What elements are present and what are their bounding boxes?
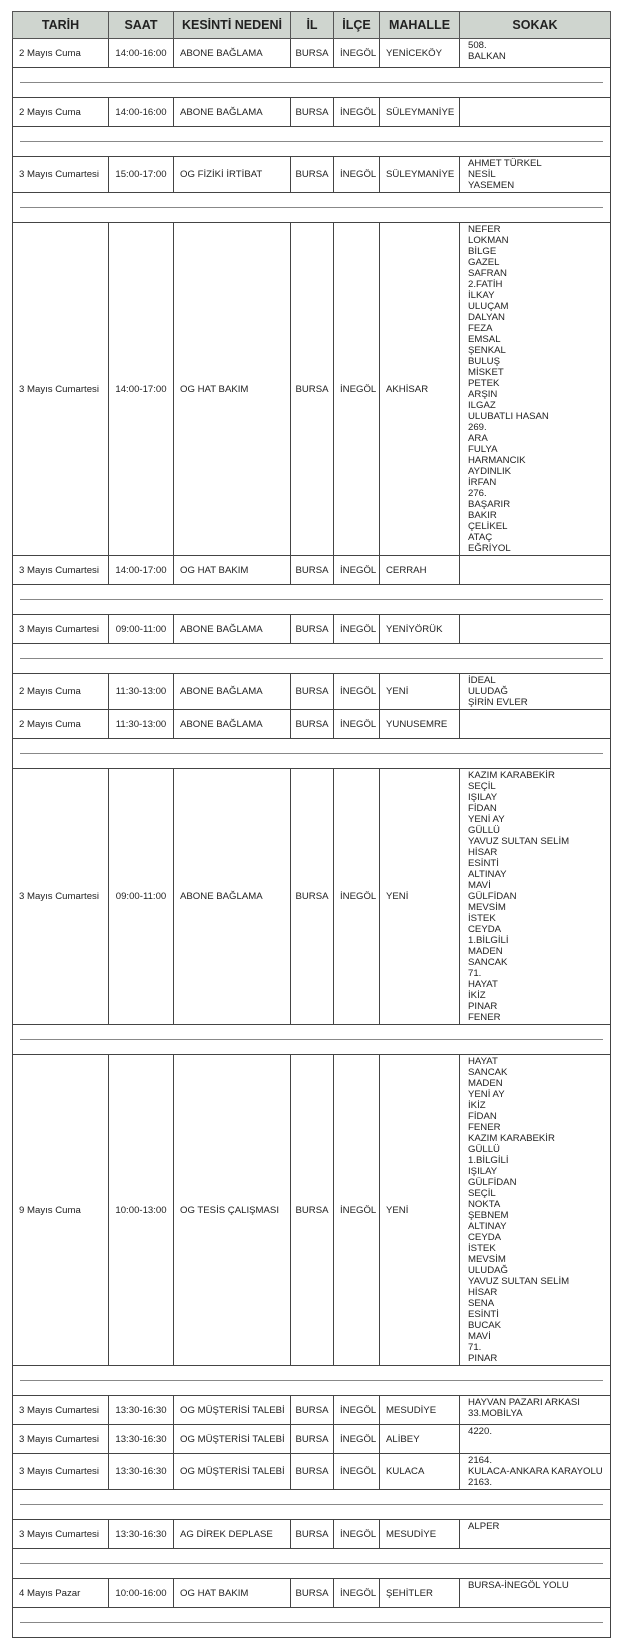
cell-kesinti-nedeni: ABONE BAĞLAMA <box>174 674 291 710</box>
street-name: IŞILAY <box>468 792 498 803</box>
separator-rule <box>20 599 603 600</box>
street-name: GÜLFİDAN <box>468 1177 517 1188</box>
street-name: 2163. <box>468 1477 493 1488</box>
cell-saat: 14:00-17:00 <box>109 223 174 556</box>
cell-tarih: 3 Mayıs Cumartesi <box>13 615 109 644</box>
separator-cell <box>13 644 611 674</box>
street-name: ALTINAY <box>468 869 507 880</box>
street-name: SANCAK <box>468 1067 508 1078</box>
cell-sokak <box>460 674 611 710</box>
table-row <box>13 674 611 710</box>
col-header-sokak: SOKAK <box>460 12 611 39</box>
cell-kesinti-nedeni: OG MÜŞTERİSİ TALEBİ <box>174 1396 291 1425</box>
col-header-saat: SAAT <box>109 12 174 39</box>
street-name: YENİ AY <box>468 814 505 825</box>
cell-kesinti-nedeni: OG TESİS ÇALIŞMASI <box>174 1055 291 1366</box>
cell-il: BURSA <box>291 39 334 68</box>
street-name: IŞILAY <box>468 1166 498 1177</box>
cell-mahalle: CERRAH <box>380 556 460 585</box>
cell-ilce: İNEGÖL <box>334 615 380 644</box>
cell-kesinti-nedeni: OG MÜŞTERİSİ TALEBİ <box>174 1425 291 1454</box>
col-header-kesinti-nedeni: KESİNTİ NEDENİ <box>174 12 291 39</box>
cell-kesinti-nedeni: OG MÜŞTERİSİ TALEBİ <box>174 1454 291 1490</box>
separator-cell <box>13 127 611 157</box>
cell-tarih: 3 Mayıs Cumartesi <box>13 157 109 193</box>
cell-il: BURSA <box>291 1454 334 1490</box>
table-row <box>13 615 611 644</box>
separator-cell <box>13 1490 611 1520</box>
col-header-mahalle: MAHALLE <box>380 12 460 39</box>
cell-saat: 13:30-16:30 <box>109 1520 174 1549</box>
cell-tarih: 3 Mayıs Cumartesi <box>13 556 109 585</box>
table-row <box>13 1520 611 1549</box>
cell-tarih: 3 Mayıs Cumartesi <box>13 223 109 556</box>
street-name: KULACA-ANKARA KARAYOLU <box>468 1466 603 1477</box>
cell-sokak <box>460 1055 611 1366</box>
cell-tarih: 2 Mayıs Cuma <box>13 39 109 68</box>
street-name: GÜLLÜ <box>468 1144 500 1155</box>
street-name: DALYAN <box>468 312 505 323</box>
cell-il: BURSA <box>291 1055 334 1366</box>
cell-tarih: 3 Mayıs Cumartesi <box>13 769 109 1025</box>
outage-table-container <box>12 11 610 1638</box>
cell-sokak <box>460 1520 611 1549</box>
cell-saat: 14:00-17:00 <box>109 556 174 585</box>
cell-mahalle: SÜLEYMANİYE <box>380 98 460 127</box>
cell-kesinti-nedeni: ABONE BAĞLAMA <box>174 39 291 68</box>
street-name: MEVSİM <box>468 902 506 913</box>
cell-ilce: İNEGÖL <box>334 223 380 556</box>
table-row <box>13 39 611 68</box>
street-name: YAVUZ SULTAN SELİM <box>468 836 570 847</box>
cell-il: BURSA <box>291 1396 334 1425</box>
cell-tarih: 3 Mayıs Cumartesi <box>13 1425 109 1454</box>
street-name: ESİNTİ <box>468 1309 499 1320</box>
cell-mahalle: SÜLEYMANİYE <box>380 157 460 193</box>
cell-tarih: 3 Mayıs Cumartesi <box>13 1396 109 1425</box>
cell-mahalle: YENİYÖRÜK <box>380 615 460 644</box>
cell-il: BURSA <box>291 1520 334 1549</box>
cell-mahalle: YUNUSEMRE <box>380 710 460 739</box>
street-name: ŞEBNEM <box>468 1210 509 1221</box>
street-name: 1.BİLGİLİ <box>468 1155 509 1166</box>
cell-kesinti-nedeni: OG HAT BAKIM <box>174 1579 291 1608</box>
street-name: PINAR <box>468 1001 498 1012</box>
separator-row <box>13 644 611 674</box>
street-name: SEÇİL <box>468 1188 496 1199</box>
cell-mahalle: YENİ <box>380 674 460 710</box>
street-name: MADEN <box>468 1078 503 1089</box>
separator-row <box>13 1490 611 1520</box>
cell-il: BURSA <box>291 615 334 644</box>
street-name: 2.FATİH <box>468 279 503 290</box>
cell-tarih: 2 Mayıs Cuma <box>13 98 109 127</box>
separator-rule <box>20 207 603 208</box>
street-name: YASEMEN <box>468 180 515 191</box>
street-name: HİSAR <box>468 847 498 858</box>
street-name: BALKAN <box>468 51 506 62</box>
cell-il: BURSA <box>291 556 334 585</box>
cell-ilce: İNEGÖL <box>334 556 380 585</box>
separator-rule <box>20 82 603 83</box>
cell-ilce: İNEGÖL <box>334 1454 380 1490</box>
separator-row <box>13 1025 611 1055</box>
street-name: LOKMAN <box>468 235 509 246</box>
table-row <box>13 223 611 556</box>
street-name: İKİZ <box>468 1100 486 1111</box>
separator-row <box>13 1549 611 1579</box>
separator-rule <box>20 141 603 142</box>
street-name: MAVİ <box>468 880 491 891</box>
street-name: SENA <box>468 1298 495 1309</box>
cell-ilce: İNEGÖL <box>334 710 380 739</box>
cell-ilce: İNEGÖL <box>334 1396 380 1425</box>
cell-mahalle: MESUDİYE <box>380 1396 460 1425</box>
separator-rule <box>20 1504 603 1505</box>
street-name: ATAÇ <box>468 532 493 543</box>
street-name: YAVUZ SULTAN SELİM <box>468 1276 570 1287</box>
street-name: BURSA-İNEGÖL YOLU <box>468 1580 569 1591</box>
street-name: ALTINAY <box>468 1221 507 1232</box>
street-name: 71. <box>468 968 482 979</box>
separator-cell <box>13 585 611 615</box>
cell-mahalle: YENİ <box>380 769 460 1025</box>
cell-saat: 13:30-16:30 <box>109 1396 174 1425</box>
separator-cell <box>13 739 611 769</box>
street-name: AYDINLIK <box>468 466 512 477</box>
street-name: ILGAZ <box>468 400 496 411</box>
street-name: NOKTA <box>468 1199 501 1210</box>
table-row <box>13 157 611 193</box>
table-row <box>13 1055 611 1366</box>
separator-rule <box>20 1622 603 1623</box>
street-name: PINAR <box>468 1353 498 1364</box>
separator-rule <box>20 753 603 754</box>
street-name: MİSKET <box>468 367 504 378</box>
cell-ilce: İNEGÖL <box>334 674 380 710</box>
cell-ilce: İNEGÖL <box>334 39 380 68</box>
cell-tarih: 3 Mayıs Cumartesi <box>13 1520 109 1549</box>
table-row <box>13 1579 611 1608</box>
street-name: FENER <box>468 1012 501 1023</box>
cell-tarih: 2 Mayıs Cuma <box>13 710 109 739</box>
cell-ilce: İNEGÖL <box>334 1520 380 1549</box>
cell-ilce: İNEGÖL <box>334 1579 380 1608</box>
street-name: ŞENKAL <box>468 345 506 356</box>
separator-rule <box>20 1563 603 1564</box>
street-name: 2164. <box>468 1455 493 1466</box>
separator-rule <box>20 658 603 659</box>
table-row <box>13 1454 611 1490</box>
table-body <box>13 39 611 1638</box>
cell-ilce: İNEGÖL <box>334 1055 380 1366</box>
street-name: 276. <box>468 488 487 499</box>
street-name: GAZEL <box>468 257 500 268</box>
cell-il: BURSA <box>291 223 334 556</box>
cell-mahalle: ŞEHİTLER <box>380 1579 460 1608</box>
cell-saat: 11:30-13:00 <box>109 674 174 710</box>
cell-il: BURSA <box>291 157 334 193</box>
cell-saat: 13:30-16:30 <box>109 1425 174 1454</box>
street-name: HAYVAN PAZARI ARKASI <box>468 1397 580 1408</box>
cell-saat: 14:00-16:00 <box>109 39 174 68</box>
cell-kesinti-nedeni: ABONE BAĞLAMA <box>174 615 291 644</box>
cell-ilce: İNEGÖL <box>334 769 380 1025</box>
street-name: 33.MOBİLYA <box>468 1408 523 1419</box>
cell-tarih: 4 Mayıs Pazar <box>13 1579 109 1608</box>
street-name: BAŞARIR <box>468 499 511 510</box>
separator-cell <box>13 1025 611 1055</box>
separator-row <box>13 1608 611 1638</box>
cell-il: BURSA <box>291 1579 334 1608</box>
cell-sokak <box>460 1425 611 1454</box>
street-name: HAYAT <box>468 1056 498 1067</box>
cell-mahalle: MESUDİYE <box>380 1520 460 1549</box>
cell-sokak <box>460 615 611 644</box>
separator-cell <box>13 1608 611 1638</box>
table-row <box>13 1396 611 1425</box>
cell-il: BURSA <box>291 710 334 739</box>
col-header-ilce: İLÇE <box>334 12 380 39</box>
street-name: 1.BİLGİLİ <box>468 935 509 946</box>
cell-tarih: 9 Mayıs Cuma <box>13 1055 109 1366</box>
table-row <box>13 710 611 739</box>
cell-ilce: İNEGÖL <box>334 98 380 127</box>
cell-kesinti-nedeni: OG HAT BAKIM <box>174 556 291 585</box>
street-name: AHMET TÜRKEL <box>468 158 542 169</box>
street-name: EĞRİYOL <box>468 543 511 554</box>
cell-sokak <box>460 39 611 68</box>
street-name: KAZIM KARABEKİR <box>468 1133 555 1144</box>
separator-cell <box>13 1549 611 1579</box>
street-name: MAVİ <box>468 1331 491 1342</box>
street-name: BAKIR <box>468 510 497 521</box>
street-name: ULUDAĞ <box>468 686 508 697</box>
cell-sokak <box>460 710 611 739</box>
street-name: BUCAK <box>468 1320 502 1331</box>
separator-rule <box>20 1380 603 1381</box>
separator-row <box>13 193 611 223</box>
cell-kesinti-nedeni: OG HAT BAKIM <box>174 223 291 556</box>
separator-cell <box>13 1366 611 1396</box>
cell-saat: 09:00-11:00 <box>109 615 174 644</box>
cell-il: BURSA <box>291 769 334 1025</box>
separator-row <box>13 585 611 615</box>
header-row <box>13 12 611 39</box>
street-name: 508. <box>468 40 487 51</box>
col-header-il: İL <box>291 12 334 39</box>
street-name: İLKAY <box>468 290 495 301</box>
street-name: HİSAR <box>468 1287 498 1298</box>
cell-saat: 14:00-16:00 <box>109 98 174 127</box>
cell-ilce: İNEGÖL <box>334 1425 380 1454</box>
street-name: ALPER <box>468 1521 500 1532</box>
cell-sokak <box>460 98 611 127</box>
street-name: CEYDA <box>468 924 502 935</box>
cell-sokak <box>460 223 611 556</box>
street-name: İRFAN <box>468 477 497 488</box>
separator-row <box>13 127 611 157</box>
street-name: 4220. <box>468 1426 493 1437</box>
cell-kesinti-nedeni: OG FİZİKİ İRTİBAT <box>174 157 291 193</box>
street-name: YENİ AY <box>468 1089 505 1100</box>
street-name: ÇELİKEL <box>468 521 508 532</box>
cell-tarih: 3 Mayıs Cumartesi <box>13 1454 109 1490</box>
street-name: HARMANCIK <box>468 455 526 466</box>
table-row <box>13 98 611 127</box>
street-name: ESİNTİ <box>468 858 499 869</box>
cell-il: BURSA <box>291 1425 334 1454</box>
cell-kesinti-nedeni: ABONE BAĞLAMA <box>174 710 291 739</box>
table-row <box>13 556 611 585</box>
cell-kesinti-nedeni: ABONE BAĞLAMA <box>174 769 291 1025</box>
street-name: MADEN <box>468 946 503 957</box>
street-name: FENER <box>468 1122 501 1133</box>
street-name: ULUÇAM <box>468 301 509 312</box>
street-name: MEVSİM <box>468 1254 506 1265</box>
cell-saat: 09:00-11:00 <box>109 769 174 1025</box>
street-name: FİDAN <box>468 1111 497 1122</box>
cell-sokak <box>460 1396 611 1425</box>
cell-mahalle: YENİCEKÖY <box>380 39 460 68</box>
separator-row <box>13 739 611 769</box>
separator-row <box>13 1366 611 1396</box>
street-name: İSTEK <box>468 913 496 924</box>
street-name: SEÇİL <box>468 781 496 792</box>
cell-il: BURSA <box>291 674 334 710</box>
street-name: FULYA <box>468 444 498 455</box>
cell-tarih: 2 Mayıs Cuma <box>13 674 109 710</box>
separator-row <box>13 68 611 98</box>
cell-sokak <box>460 556 611 585</box>
cell-sokak <box>460 1579 611 1608</box>
separator-cell <box>13 68 611 98</box>
street-name: KAZIM KARABEKİR <box>468 770 555 781</box>
cell-mahalle: AKHİSAR <box>380 223 460 556</box>
street-name: NEFER <box>468 224 501 235</box>
street-name: SAFRAN <box>468 268 507 279</box>
cell-ilce: İNEGÖL <box>334 157 380 193</box>
street-name: ULUDAĞ <box>468 1265 508 1276</box>
separator-rule <box>20 1039 603 1040</box>
table-row <box>13 1425 611 1454</box>
cell-sokak <box>460 769 611 1025</box>
street-name: PETEK <box>468 378 500 389</box>
cell-saat: 11:30-13:00 <box>109 710 174 739</box>
cell-saat: 10:00-16:00 <box>109 1579 174 1608</box>
street-name: BULUŞ <box>468 356 500 367</box>
cell-saat: 15:00-17:00 <box>109 157 174 193</box>
cell-sokak <box>460 157 611 193</box>
street-name: 269. <box>468 422 487 433</box>
cell-mahalle: YENİ <box>380 1055 460 1366</box>
cell-sokak <box>460 1454 611 1490</box>
street-name: HAYAT <box>468 979 498 990</box>
cell-mahalle: KULACA <box>380 1454 460 1490</box>
street-name: ULUBATLI HASAN <box>468 411 549 422</box>
street-name: GÜLFİDAN <box>468 891 517 902</box>
street-name: FİDAN <box>468 803 497 814</box>
street-name: CEYDA <box>468 1232 502 1243</box>
street-name: İDEAL <box>468 675 496 686</box>
street-name: EMSAL <box>468 334 501 345</box>
street-name: ARŞIN <box>468 389 498 400</box>
cell-kesinti-nedeni: AG DİREK DEPLASE <box>174 1520 291 1549</box>
cell-kesinti-nedeni: ABONE BAĞLAMA <box>174 98 291 127</box>
street-name: ARA <box>468 433 488 444</box>
street-name: FEZA <box>468 323 493 334</box>
cell-saat: 13:30-16:30 <box>109 1454 174 1490</box>
table-row <box>13 769 611 1025</box>
cell-mahalle: ALİBEY <box>380 1425 460 1454</box>
street-name: GÜLLÜ <box>468 825 500 836</box>
cell-il: BURSA <box>291 98 334 127</box>
cell-saat: 10:00-13:00 <box>109 1055 174 1366</box>
street-name: 71. <box>468 1342 482 1353</box>
street-name: İSTEK <box>468 1243 496 1254</box>
separator-cell <box>13 193 611 223</box>
street-name: BİLGE <box>468 246 497 257</box>
street-name: SANCAK <box>468 957 508 968</box>
outage-table <box>12 11 611 1638</box>
street-name: ŞİRİN EVLER <box>468 697 528 708</box>
col-header-tarih: TARİH <box>13 12 109 39</box>
street-name: İKİZ <box>468 990 486 1001</box>
street-name: NESİL <box>468 169 496 180</box>
